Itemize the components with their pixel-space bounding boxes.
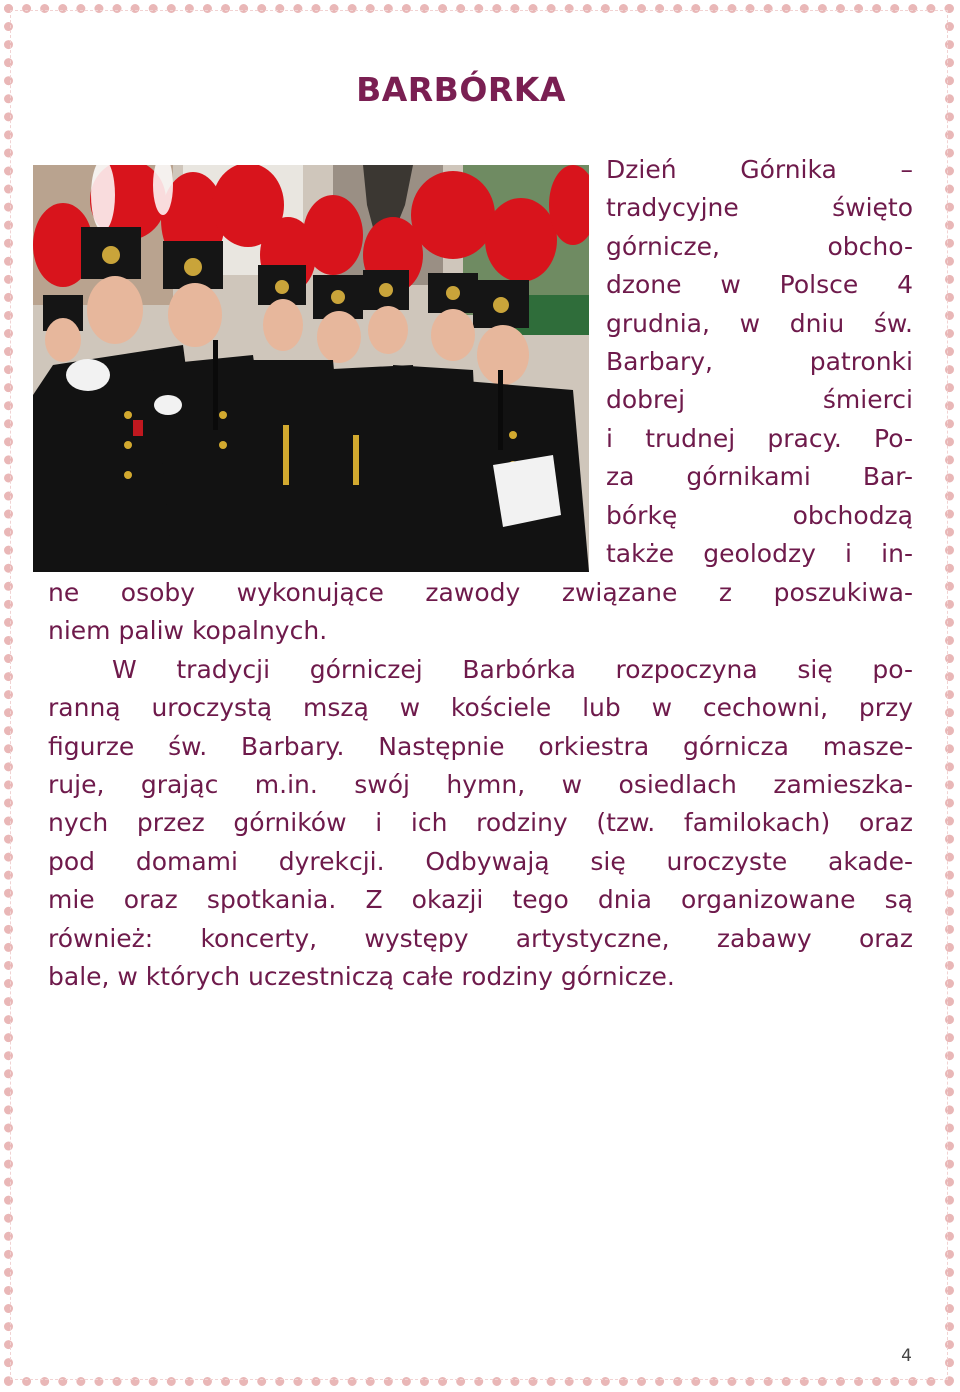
body-paragraph-full-width bbox=[48, 574, 913, 996]
intro-paragraph-right-column bbox=[606, 151, 913, 573]
text-line: figurze św. Barbary. Następnie orkiestra górnicza masze- bbox=[48, 731, 913, 761]
text-line: Dzień Górnika – bbox=[606, 155, 913, 184]
text-line: mie oraz spotkania. Z okazji tego dnia organizowane są bbox=[48, 885, 913, 915]
text-line: bale, w których uczestniczą całe rodziny górnicze. bbox=[48, 962, 675, 992]
text-line: górnicze, obcho- bbox=[606, 231, 913, 261]
text-line: grudnia, w dniu św. bbox=[606, 308, 913, 338]
text-line: również: koncerty, występy artystyczne, zabawy oraz bbox=[48, 923, 913, 953]
text-line: Barbary, patronki bbox=[606, 347, 913, 377]
text-line: tradycyjne święto bbox=[606, 193, 913, 223]
text-line: ruje, grając m.in. swój hymn, w osiedlach zamieszka- bbox=[48, 770, 913, 800]
page-number: 4 bbox=[901, 1346, 912, 1366]
miners-orchestra-photo bbox=[33, 165, 589, 572]
text-line: bórkę obchodzą bbox=[606, 500, 913, 530]
page-title: BARBÓRKA bbox=[356, 70, 566, 110]
text-line: pod domami dyrekcji. Odbywają się uroczyste akade- bbox=[48, 846, 913, 876]
text-line: i trudnej pracy. Po- bbox=[606, 423, 913, 453]
text-line: za górnikami Bar- bbox=[606, 462, 913, 492]
text-line: także geolodzy i in- bbox=[606, 539, 913, 569]
text-line: dzone w Polsce 4 bbox=[606, 270, 913, 300]
text-line: ne osoby wykonujące zawody związane z poszukiwa- bbox=[48, 578, 913, 607]
text-line: ranną uroczystą mszą w kościele lub w cechowni, przy bbox=[48, 693, 913, 723]
text-line: nych przez górników i ich rodziny (tzw. familokach) oraz bbox=[48, 808, 913, 838]
text-line: niem paliw kopalnych. bbox=[48, 616, 328, 646]
text-line: dobrej śmierci bbox=[606, 385, 913, 415]
text-line: W tradycji górniczej Barbórka rozpoczyna się po- bbox=[112, 654, 913, 684]
